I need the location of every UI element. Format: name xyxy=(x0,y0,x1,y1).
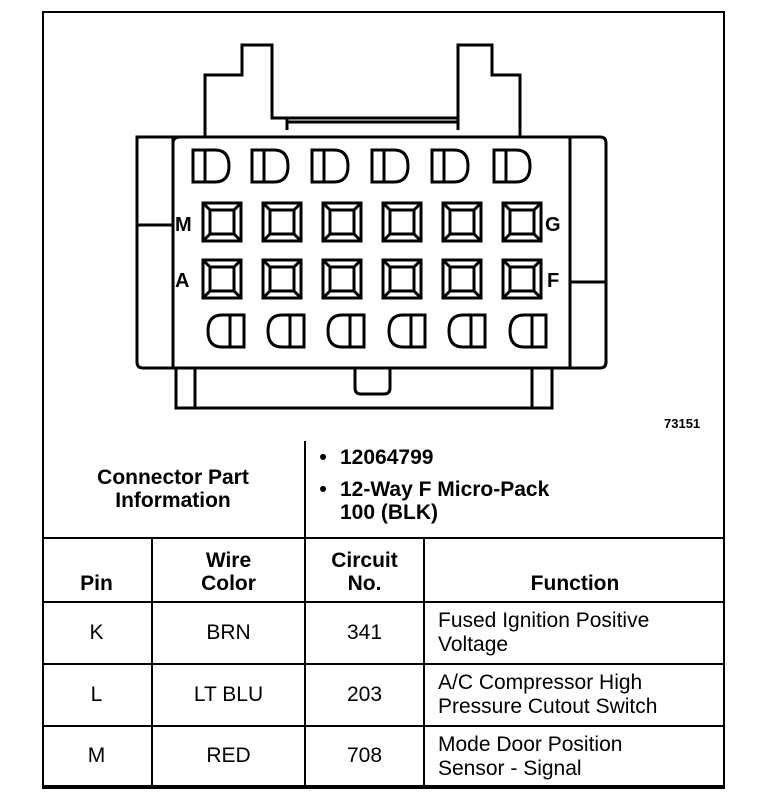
wire-color-cell: RED xyxy=(152,726,305,786)
cavity-label-a: A xyxy=(175,270,190,292)
terminal-cavity xyxy=(432,150,468,182)
function-cell xyxy=(424,726,725,786)
terminal-cavity xyxy=(389,315,425,347)
bullet-icon: • xyxy=(319,446,327,469)
circuit-cell: 708 xyxy=(305,726,424,786)
connector-part-details xyxy=(305,441,725,538)
table-row xyxy=(42,602,725,664)
function-line1: Mode Door Position xyxy=(438,733,623,756)
terminal-cavity xyxy=(328,315,364,347)
function-column-header: Function xyxy=(424,538,725,602)
part-description xyxy=(340,478,549,524)
part-description-line1: 12-Way F Micro-Pack xyxy=(340,478,550,501)
circuit-column-header xyxy=(305,538,424,602)
wire-color-header-line1: Wire xyxy=(205,549,252,572)
terminal-cavity xyxy=(510,315,546,347)
function-line1: Fused Ignition Positive xyxy=(438,609,650,632)
wire-color-header-line2: Color xyxy=(201,572,256,595)
pin-column-header: Pin xyxy=(42,538,152,602)
part-description-line2: 100 (BLK) xyxy=(340,501,439,524)
circuit-cell: 203 xyxy=(305,664,424,726)
circuit-cell: 341 xyxy=(305,602,424,664)
pin-cell: K xyxy=(42,602,152,664)
connector-part-header xyxy=(42,441,305,538)
pin-cell: L xyxy=(42,664,152,726)
table-row xyxy=(42,726,725,786)
function-cell xyxy=(424,602,725,664)
function-cell xyxy=(424,664,725,726)
terminal-cavity xyxy=(252,150,288,182)
terminal-cavity xyxy=(372,150,408,182)
terminal-cavity xyxy=(449,315,485,347)
wire-color-column-header xyxy=(152,538,305,602)
circuit-header-line1: Circuit xyxy=(331,549,398,572)
cavity-label-m: M xyxy=(175,214,192,236)
terminal-cavity xyxy=(193,150,229,182)
wire-color-cell: BRN xyxy=(152,602,305,664)
terminal-cavity xyxy=(208,315,244,347)
pin-cell: M xyxy=(42,726,152,786)
cavity-label-g: G xyxy=(545,214,561,236)
cavity-label-f: F xyxy=(547,270,560,292)
function-line2: Sensor - Signal xyxy=(438,757,582,780)
wire-color-cell: LT BLU xyxy=(152,664,305,726)
function-line2: Pressure Cutout Switch xyxy=(438,695,658,718)
function-line2: Voltage xyxy=(438,633,509,656)
table-row xyxy=(42,664,725,726)
circuit-header-line2: No. xyxy=(347,572,382,595)
connector-part-header-text: Connector Part Information xyxy=(97,466,249,512)
figure-number: 73151 xyxy=(664,416,701,431)
connector-info-table xyxy=(42,441,725,787)
terminal-cavity xyxy=(312,150,348,182)
terminal-cavity xyxy=(268,315,304,347)
bullet-icon: • xyxy=(319,478,327,501)
part-number: 12064799 xyxy=(340,446,434,469)
terminal-cavity xyxy=(494,150,530,182)
function-line1: A/C Compressor High xyxy=(438,671,643,694)
